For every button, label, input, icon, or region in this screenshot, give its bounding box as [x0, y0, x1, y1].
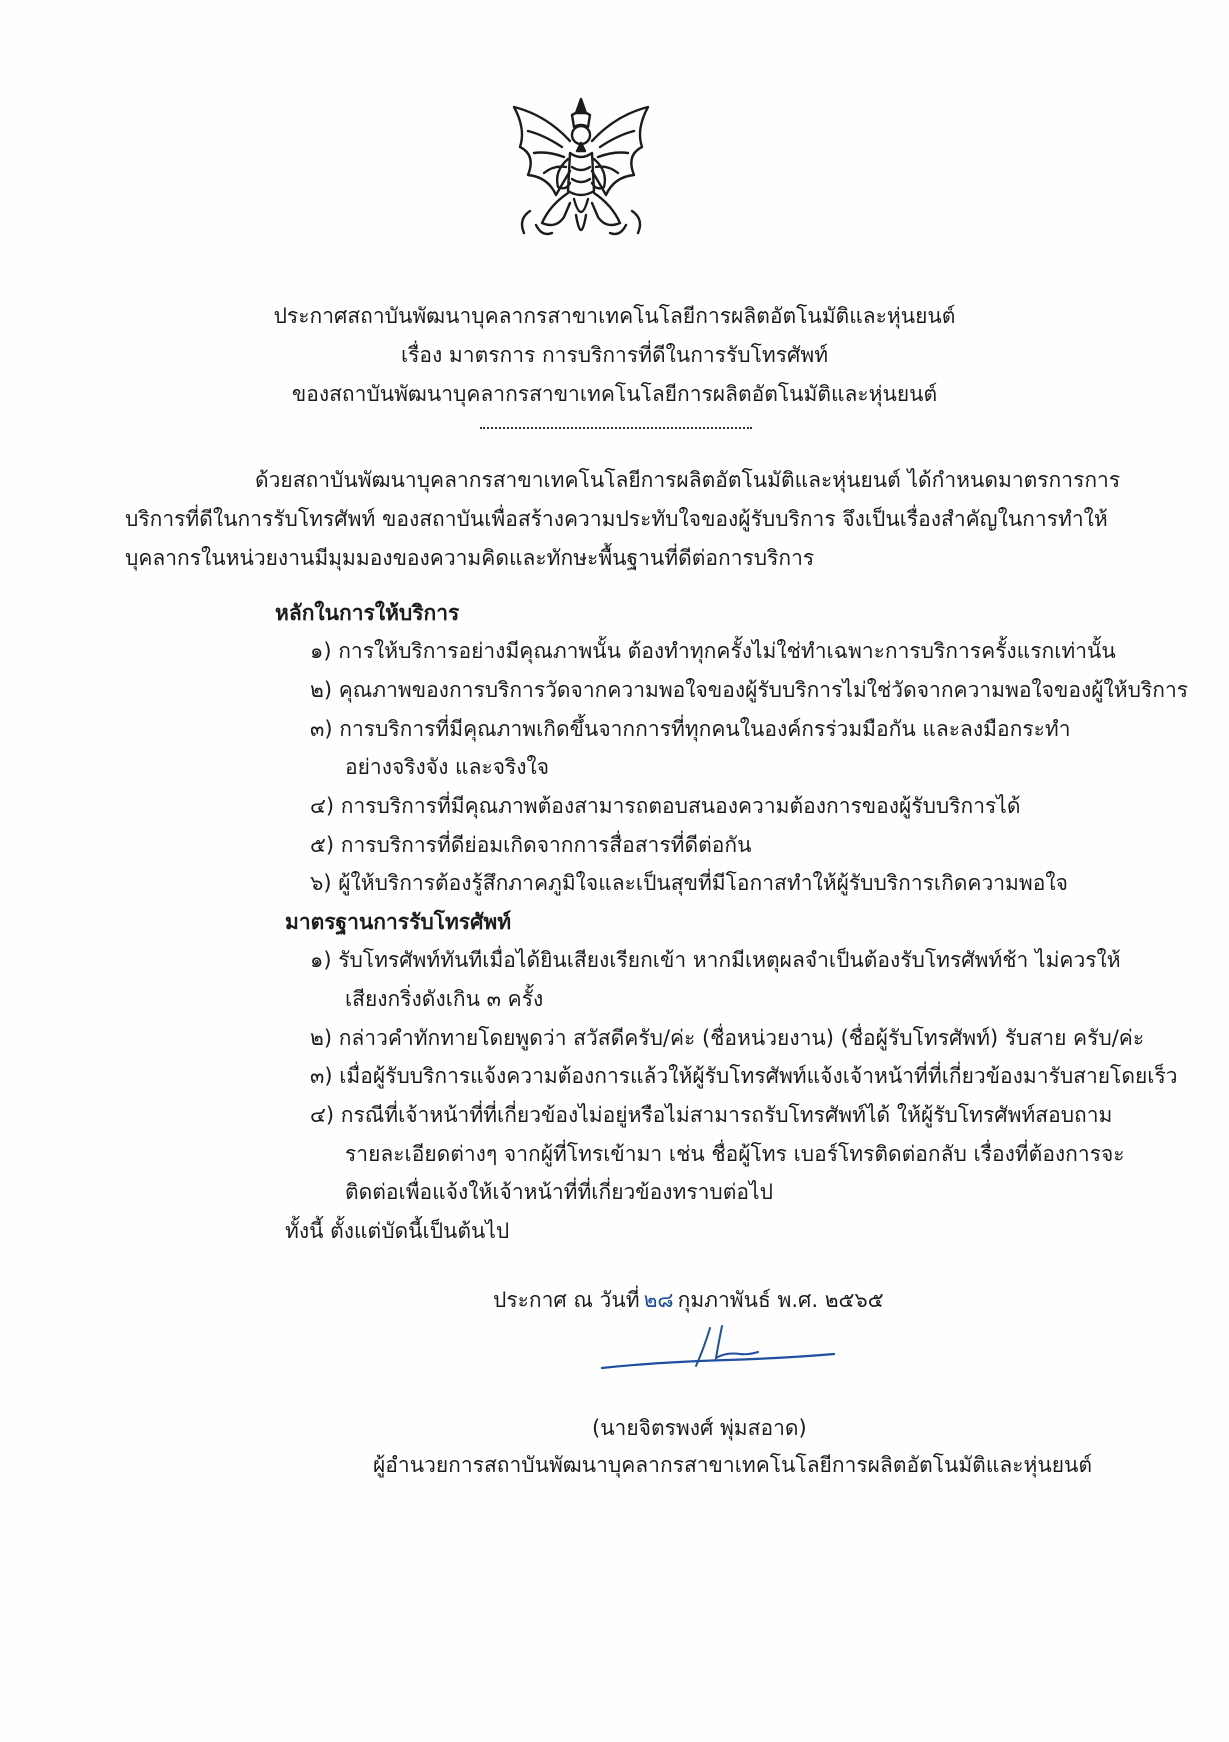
- standard-item-continued: รายละเอียดต่างๆ จากผู้ที่โทรเข้ามา เช่น ชื่อผู้โทร เบอร์โทรติดต่อกลับ เรื่องที่ต้องการจะ: [345, 1142, 1125, 1166]
- principle-item: ๖) ผู้ให้บริการต้องรู้สึกภาคภูมิใจและเป็นสุขที่มีโอกาสทำให้ผู้รับบริการเกิดความพอใจ: [310, 871, 1068, 895]
- date-rest: กุมภาพันธ์ พ.ศ. ๒๕๖๕: [677, 1288, 884, 1312]
- announcement-title: ประกาศสถาบันพัฒนาบุคลากรสาขาเทคโนโลยีการผลิตอัตโนมัติและหุ่นยนต์: [273, 304, 956, 328]
- dotted-divider: [480, 423, 752, 429]
- announcement-date: [493, 1286, 884, 1314]
- standards-heading: มาตรฐานการรับโทรศัพท์: [285, 910, 512, 934]
- signer-position: ผู้อำนวยการสถาบันพัฒนาบุคลากรสาขาเทคโนโลยีการผลิตอัตโนมัติและหุ่นยนต์: [373, 1453, 1093, 1477]
- announcement-issuer: ของสถาบันพัฒนาบุคลากรสาขาเทคโนโลยีการผลิตอัตโนมัติและหุ่นยนต์: [291, 382, 938, 406]
- signer-name: (นายจิตรพงศ์ พุ่มสอาด): [592, 1416, 807, 1440]
- principle-item: ๑) การให้บริการอย่างมีคุณภาพนั้น ต้องทำทุกครั้งไม่ใช่ทำเฉพาะการบริการครั้งแรกเท่านั้น: [310, 639, 1116, 663]
- date-prefix: ประกาศ ณ วันที่: [493, 1288, 640, 1312]
- principle-item: ๒) คุณภาพของการบริการวัดจากความพอใจของผู้รับบริการไม่ใช่วัดจากความพอใจของผู้ให้บริการ: [310, 678, 1189, 702]
- standard-item: ๓) เมื่อผู้รับบริการแจ้งความต้องการแล้วให้ผู้รับโทรศัพท์แจ้งเจ้าหน้าที่ที่เกี่ยวข้องมารับสายโดยเร็ว: [310, 1064, 1178, 1088]
- principles-heading: หลักในการให้บริการ: [275, 601, 460, 625]
- handwritten-signature: [598, 1318, 838, 1378]
- standard-item-continued: ติดต่อเพื่อแจ้งให้เจ้าหน้าที่ที่เกี่ยวข้องทราบต่อไป: [345, 1180, 773, 1204]
- garuda-emblem: [506, 95, 656, 255]
- principle-item: ๕) การบริการที่ดีย่อมเกิดจากการสื่อสารที่ดีต่อกัน: [310, 833, 752, 857]
- principle-item: ๔) การบริการที่มีคุณภาพต้องสามารถตอบสนองความต้องการของผู้รับบริการได้: [310, 794, 1021, 818]
- standard-item: ๔) กรณีที่เจ้าหน้าที่ที่เกี่ยวข้องไม่อยู่หรือไม่สามารถรับโทรศัพท์ได้ ให้ผู้รับโทรศัพท์สอบถาม: [310, 1103, 1113, 1127]
- standard-item: ๒) กล่าวคำทักทายโดยพูดว่า สวัสดีครับ/ค่ะ (ชื่อหน่วยงาน) (ชื่อผู้รับโทรศัพท์) รับสาย ครับ/ค่ะ: [310, 1026, 1145, 1050]
- effective-statement: ทั้งนี้ ตั้งแต่บัดนี้เป็นต้นไป: [285, 1219, 510, 1243]
- intro-line: บุคลากรในหน่วยงานมีมุมมองของความคิดและทักษะพื้นฐานที่ดีต่อการบริการ: [125, 546, 815, 570]
- intro-line: บริการที่ดีในการรับโทรศัพท์ ของสถาบันเพื่อสร้างความประทับใจของผู้รับบริการ จึงเป็นเรื่องสำคัญในการทำให้: [125, 507, 1108, 531]
- date-day: ๒๘: [643, 1288, 674, 1312]
- standard-item-continued: เสียงกริ่งดังเกิน ๓ ครั้ง: [345, 987, 544, 1011]
- standard-item: ๑) รับโทรศัพท์ทันทีเมื่อได้ยินเสียงเรียกเข้า หากมีเหตุผลจำเป็นต้องรับโทรศัพท์ช้า ไม่ควรให้: [310, 948, 1121, 972]
- principle-item-continued: อย่างจริงจัง และจริงใจ: [345, 755, 550, 779]
- principle-item: ๓) การบริการที่มีคุณภาพเกิดขึ้นจากการที่ทุกคนในองค์กรร่วมมือกัน และลงมือกระทำ: [310, 717, 1071, 741]
- announcement-subject: เรื่อง มาตรการ การบริการที่ดีในการรับโทรศัพท์: [400, 343, 829, 367]
- intro-line: ด้วยสถาบันพัฒนาบุคลากรสาขาเทคโนโลยีการผลิตอัตโนมัติและหุ่นยนต์ ได้กำหนดมาตรการการ: [255, 468, 1121, 492]
